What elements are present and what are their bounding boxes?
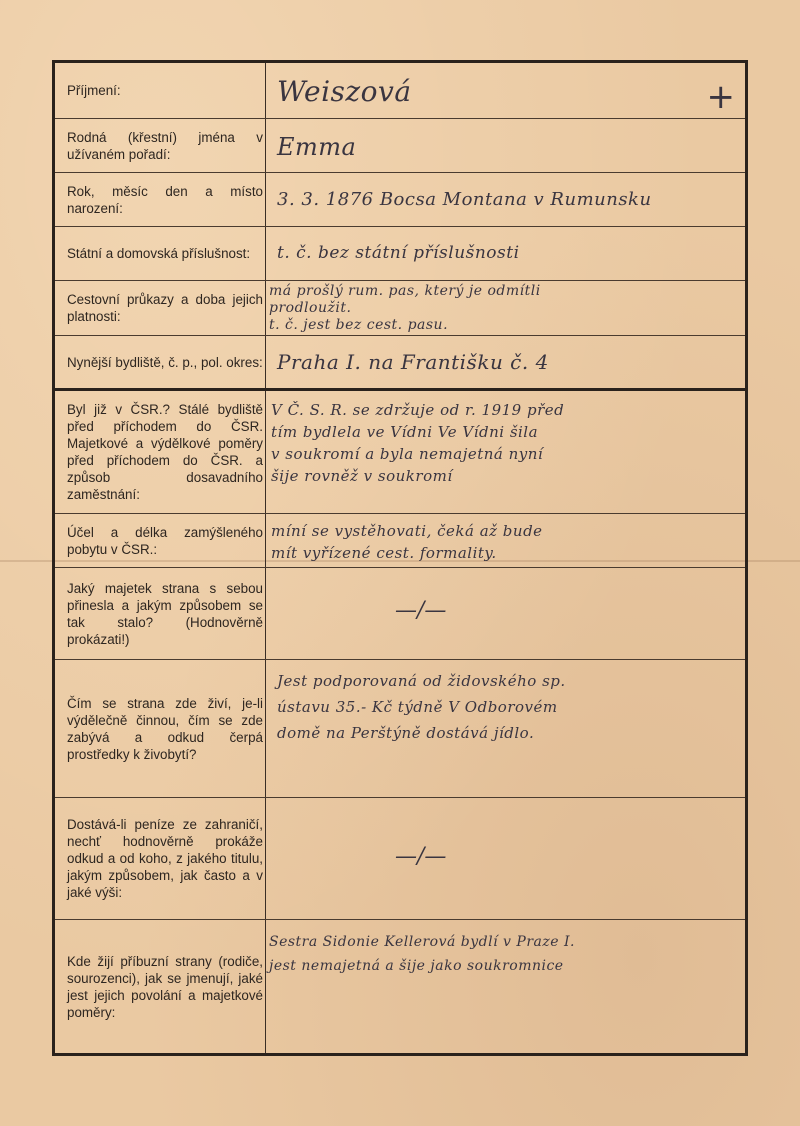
label-passport: Cestovní průkazy a doba jejich platnosti: — [67, 292, 263, 324]
row-property — [55, 568, 745, 660]
value-citizenship: t. č. bez státní příslušnosti — [277, 243, 520, 263]
value-given-names: Emma — [277, 133, 357, 161]
value-relatives: Sestra Sidonie Kellerová bydlí v Praze I. jest nemajetná a šije jako soukromnice — [269, 934, 575, 974]
label-relatives: Kde žijí příbuzní strany (rodiče, sourozenci), jak se jmenují, jaké jest jejich povolání a majetkové poměry: — [67, 953, 263, 1020]
value-birth: 3. 3. 1876 Bocsa Montana v Rumunsku — [277, 189, 652, 210]
row-residence — [55, 336, 745, 391]
value-history: V Č. S. R. se zdržuje od r. 1919 před tím bydlela ve Vídni Ve Vídni šila v soukromí a byla nemajetná nyní šije rovněž v soukromí — [271, 401, 565, 485]
row-history — [55, 391, 745, 514]
label-history: Byl již v ČSR.? Stálé bydliště před příchodem do ČSR. Majetkové a výdělkové poměry před příchodem do ČSR. a způsob dosavadního zaměstnání: — [67, 402, 263, 502]
row-livelihood — [55, 660, 745, 798]
row-birth — [55, 173, 745, 227]
label-purpose: Účel a délka zamýšleného pobytu v ČSR.: — [67, 524, 263, 557]
label-citizenship: Státní a domovská příslušnost: — [67, 246, 251, 261]
row-passport — [55, 281, 745, 336]
row-purpose — [55, 514, 745, 568]
row-foreign-money — [55, 798, 745, 920]
value-purpose: míní se vystěhovati, čeká až bude mít vyřízené cest. formality. — [271, 522, 543, 562]
label-birth: Rok, měsíc den a místo narození: — [67, 183, 263, 216]
label-property: Jaký majetek strana s sebou přinesla a jakým způsobem se tak stalo? (Hodnověrně prokázati!) — [67, 580, 263, 647]
value-foreign-money: —/— — [395, 844, 447, 869]
value-residence: Praha I. na Františku č. 4 — [277, 350, 549, 374]
value-passport: má prošlý rum. pas, který je odmítli prodloužit. t. č. jest bez cest. pasu. — [269, 283, 541, 333]
registration-form — [52, 60, 748, 1056]
label-surname: Příjmení: — [67, 83, 121, 98]
value-property: —/— — [395, 598, 447, 623]
label-residence: Nynější bydliště, č. p., pol. okres: — [67, 354, 263, 370]
row-given-names — [55, 119, 745, 173]
value-surname: Weiszová — [277, 75, 412, 108]
label-given-names: Rodná (křestní) jména v užívaném pořadí: — [67, 129, 263, 162]
row-citizenship — [55, 227, 745, 281]
cross-mark: + — [706, 77, 735, 117]
value-livelihood: Jest podporovaná od židovského sp. ústavu 35.- Kč týdně V Odborovém domě na Perštýně dostává jídlo. — [277, 672, 566, 742]
row-surname — [55, 63, 745, 119]
label-foreign-money: Dostává-li peníze ze zahraničí, nechť hodnověrně prokáže odkud a od koho, z jakého titulu, jakým způsobem, jak často a v jaké výši: — [67, 817, 263, 900]
label-livelihood: Čím se strana zde živí, je-li výdělečně činnou, čím se zde zabývá a odkud čerpá prostředky k živobytí? — [67, 695, 263, 762]
row-relatives — [55, 920, 745, 1053]
